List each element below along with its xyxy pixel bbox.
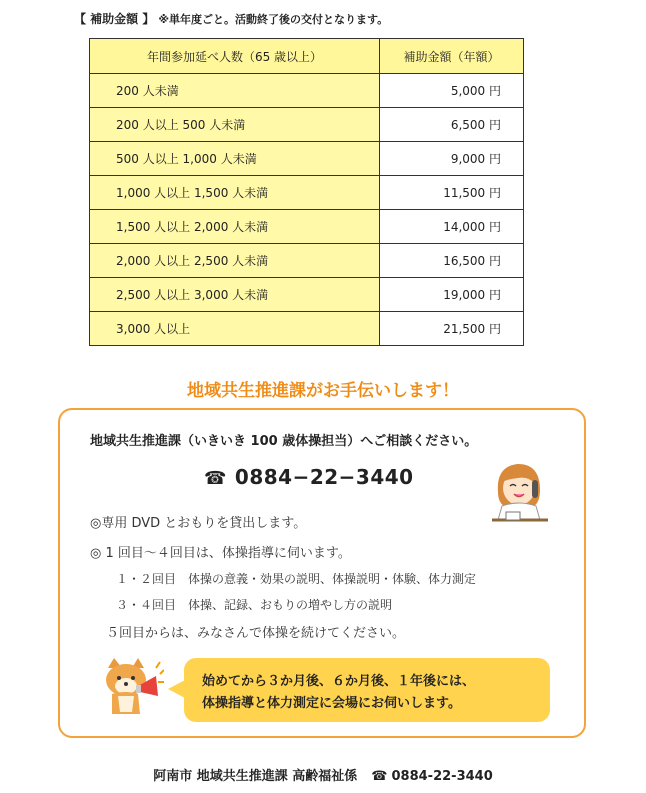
session-3-4-text: ３・４回目 体操、記録、おもりの増やし方の説明	[116, 598, 393, 612]
row-amount: 11,500 円	[380, 176, 524, 210]
table-row	[90, 176, 524, 210]
row-range: 200 人未満	[90, 74, 380, 108]
table-row	[90, 244, 524, 278]
guidance-text: ◎ 1 回目～４回目は、体操指導に伺います。	[90, 546, 351, 561]
row-amount: 6,500 円	[380, 108, 524, 142]
phone-icon: ☎	[204, 468, 227, 489]
row-range: 500 人以上 1,000 人未満	[90, 142, 380, 176]
table-row	[90, 278, 524, 312]
footer-department: 阿南市 地域共生推進課 高齢福祉係	[153, 769, 358, 784]
visit-notice-line1: 始めてから３か月後、６か月後、１年後には、	[202, 674, 476, 689]
row-amount: 5,000 円	[380, 74, 524, 108]
subsidy-heading	[74, 10, 388, 27]
row-range: 2,500 人以上 3,000 人未満	[90, 278, 380, 312]
consultation-title: 地域共生推進課（いきいき 100 歳体操担当）へご相談ください。	[90, 434, 478, 449]
row-range: 1,500 人以上 2,000 人未満	[90, 210, 380, 244]
subsidy-table	[89, 38, 524, 346]
table-row	[90, 210, 524, 244]
header-amount: 補助金額（年額）	[380, 39, 524, 74]
consultation-box	[58, 408, 586, 738]
subsidy-heading-title: 【 補助金額 】	[74, 12, 155, 26]
support-title: 地域共生推進課がお手伝いします！	[187, 381, 459, 401]
session-5-text: ５回目からは、みなさんで体操を続けてください。	[106, 626, 406, 641]
table-row	[90, 108, 524, 142]
table-header-row	[90, 39, 524, 74]
row-range: 3,000 人以上	[90, 312, 380, 346]
row-range: 2,000 人以上 2,500 人未満	[90, 244, 380, 278]
dvd-loan-text: ◎専用 DVD とおもりを貸出します。	[90, 516, 307, 531]
row-amount: 19,000 円	[380, 278, 524, 312]
footer-phone: 0884-22-3440	[391, 769, 493, 784]
visit-notice-bubble	[184, 658, 550, 722]
visit-notice-line2: 体操指導と体力測定に会場にお伺いします。	[202, 696, 461, 711]
row-amount: 9,000 円	[380, 142, 524, 176]
session-1-2-text: １・２回目 体操の意義・効果の説明、体操説明・体験、体力測定	[116, 572, 477, 586]
table-row	[90, 74, 524, 108]
table-row	[90, 312, 524, 346]
row-range: 200 人以上 500 人未満	[90, 108, 380, 142]
row-range: 1,000 人以上 1,500 人未満	[90, 176, 380, 210]
phone-icon: ☎	[371, 769, 388, 784]
row-amount: 14,000 円	[380, 210, 524, 244]
header-participants: 年間参加延べ人数（65 歳以上）	[90, 39, 380, 74]
phone-number: 0884−22−3440	[234, 465, 414, 489]
row-amount: 21,500 円	[380, 312, 524, 346]
consultation-phone	[204, 465, 414, 489]
row-amount: 16,500 円	[380, 244, 524, 278]
dog-megaphone-mascot	[102, 656, 164, 722]
table-row	[90, 142, 524, 176]
woman-on-phone-illustration	[488, 458, 552, 528]
subsidy-heading-note: ※単年度ごと。活動終了後の交付となります。	[158, 13, 389, 26]
footer-contact	[0, 765, 646, 784]
